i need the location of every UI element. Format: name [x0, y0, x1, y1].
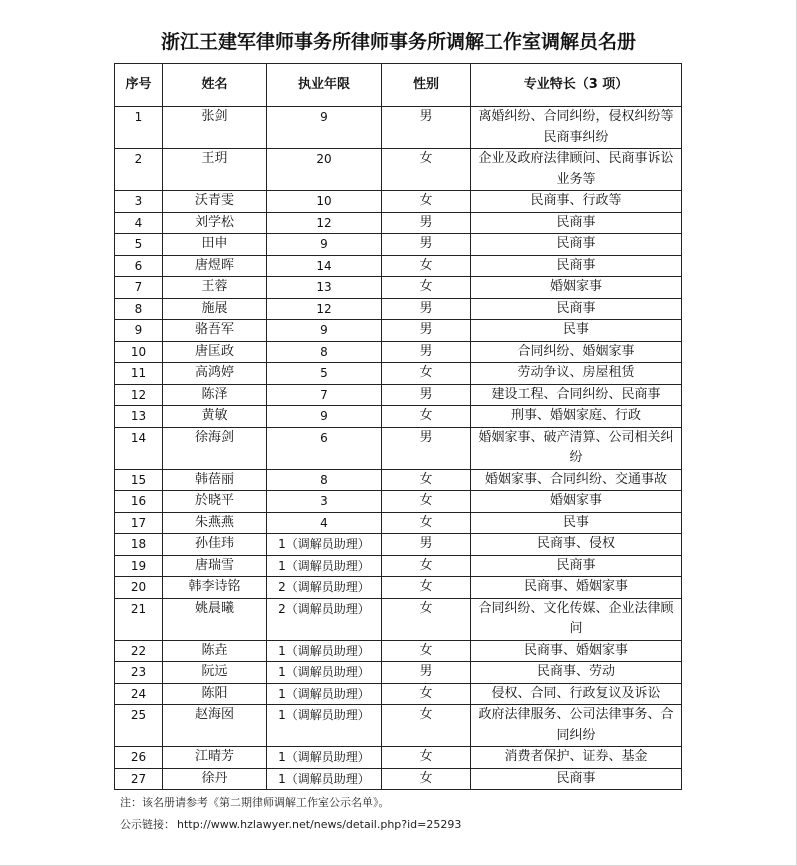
cell-name: 姚晨曦	[163, 598, 267, 640]
cell-no: 24	[115, 683, 163, 705]
cell-gender: 女	[382, 768, 471, 790]
table-row	[115, 363, 682, 385]
column-header-gender: 性别	[382, 64, 471, 107]
cell-name: 韩李诗铭	[163, 577, 267, 599]
cell-specialty: 民商事、劳动	[471, 662, 682, 684]
cell-gender: 女	[382, 598, 471, 640]
footnote: 注：该名册请参考《第二期律师调解工作室公示名单》。	[120, 796, 390, 809]
cell-gender: 男	[382, 212, 471, 234]
cell-specialty: 婚姻家事、破产清算、公司相关纠纷	[471, 427, 682, 469]
cell-specialty: 婚姻家事、合同纠纷、交通事故	[471, 469, 682, 491]
cell-specialty: 建设工程、合同纠纷、民商事	[471, 384, 682, 406]
table-row	[115, 107, 682, 149]
cell-name: 张剑	[163, 107, 267, 149]
cell-name: 赵海囡	[163, 705, 267, 747]
cell-gender: 女	[382, 512, 471, 534]
cell-specialty: 婚姻家事	[471, 277, 682, 299]
table-row	[115, 491, 682, 513]
cell-name: 陈垚	[163, 640, 267, 662]
cell-no: 22	[115, 640, 163, 662]
cell-years: 13	[267, 277, 382, 299]
cell-years: 6	[267, 427, 382, 469]
cell-no: 4	[115, 212, 163, 234]
cell-gender: 女	[382, 705, 471, 747]
cell-gender: 女	[382, 683, 471, 705]
cell-years: 1（调解员助理）	[267, 747, 382, 769]
cell-specialty: 婚姻家事	[471, 491, 682, 513]
cell-specialty: 民商事、行政等	[471, 191, 682, 213]
cell-no: 18	[115, 534, 163, 556]
cell-gender: 女	[382, 363, 471, 385]
table-row	[115, 406, 682, 428]
cell-gender: 男	[382, 298, 471, 320]
cell-name: 徐海剑	[163, 427, 267, 469]
table-row	[115, 341, 682, 363]
cell-years: 9	[267, 406, 382, 428]
cell-gender: 男	[382, 384, 471, 406]
cell-specialty: 民商事、婚姻家事	[471, 577, 682, 599]
cell-specialty: 刑事、婚姻家庭、行政	[471, 406, 682, 428]
table-row	[115, 277, 682, 299]
table-row	[115, 705, 682, 747]
cell-name: 唐匡政	[163, 341, 267, 363]
cell-no: 13	[115, 406, 163, 428]
cell-years: 7	[267, 384, 382, 406]
mediator-roster-table	[114, 63, 682, 790]
cell-gender: 女	[382, 469, 471, 491]
cell-specialty: 合同纠纷、婚姻家事	[471, 341, 682, 363]
cell-no: 27	[115, 768, 163, 790]
cell-name: 唐瑞雪	[163, 555, 267, 577]
table-row	[115, 598, 682, 640]
cell-years: 1（调解员助理）	[267, 640, 382, 662]
cell-no: 25	[115, 705, 163, 747]
cell-gender: 女	[382, 406, 471, 428]
cell-years: 8	[267, 469, 382, 491]
cell-gender: 女	[382, 577, 471, 599]
table-row	[115, 534, 682, 556]
cell-name: 田申	[163, 234, 267, 256]
cell-gender: 女	[382, 640, 471, 662]
cell-name: 徐丹	[163, 768, 267, 790]
cell-no: 5	[115, 234, 163, 256]
cell-name: 江晴芳	[163, 747, 267, 769]
cell-specialty: 民商事	[471, 768, 682, 790]
cell-specialty: 民商事、婚姻家事	[471, 640, 682, 662]
cell-name: 王玥	[163, 149, 267, 191]
table-header-row	[115, 64, 682, 107]
cell-years: 1（调解员助理）	[267, 555, 382, 577]
table-row	[115, 384, 682, 406]
cell-years: 10	[267, 191, 382, 213]
table-row	[115, 191, 682, 213]
cell-years: 1（调解员助理）	[267, 768, 382, 790]
cell-no: 14	[115, 427, 163, 469]
table-row	[115, 662, 682, 684]
table-row	[115, 255, 682, 277]
cell-no: 3	[115, 191, 163, 213]
table-row	[115, 149, 682, 191]
cell-specialty: 政府法律服务、公司法律事务、合同纠纷	[471, 705, 682, 747]
cell-specialty: 离婚纠纷、合同纠纷，侵权纠纷等民商事纠纷	[471, 107, 682, 149]
cell-years: 2（调解员助理）	[267, 598, 382, 640]
cell-name: 於晓平	[163, 491, 267, 513]
cell-specialty: 企业及政府法律顾问、民商事诉讼业务等	[471, 149, 682, 191]
cell-years: 9	[267, 234, 382, 256]
cell-specialty: 民商事	[471, 298, 682, 320]
cell-gender: 女	[382, 491, 471, 513]
column-header-name: 姓名	[163, 64, 267, 107]
cell-specialty: 民商事	[471, 555, 682, 577]
cell-no: 20	[115, 577, 163, 599]
table-row	[115, 427, 682, 469]
cell-name: 陈泽	[163, 384, 267, 406]
cell-gender: 女	[382, 255, 471, 277]
cell-no: 11	[115, 363, 163, 385]
table-row	[115, 512, 682, 534]
cell-gender: 男	[382, 234, 471, 256]
cell-years: 5	[267, 363, 382, 385]
table-row	[115, 555, 682, 577]
cell-name: 韩蓓丽	[163, 469, 267, 491]
cell-no: 15	[115, 469, 163, 491]
table-row	[115, 683, 682, 705]
cell-name: 阮远	[163, 662, 267, 684]
cell-no: 7	[115, 277, 163, 299]
cell-name: 黄敏	[163, 406, 267, 428]
cell-gender: 女	[382, 149, 471, 191]
cell-name: 沃青雯	[163, 191, 267, 213]
table-body	[115, 107, 682, 790]
cell-specialty: 侵权、合同、行政复议及诉讼	[471, 683, 682, 705]
cell-gender: 男	[382, 341, 471, 363]
column-header-specialty: 专业特长（3 项）	[471, 64, 682, 107]
cell-gender: 男	[382, 534, 471, 556]
cell-years: 1（调解员助理）	[267, 683, 382, 705]
table-row	[115, 234, 682, 256]
table-row	[115, 320, 682, 342]
cell-years: 14	[267, 255, 382, 277]
cell-name: 陈阳	[163, 683, 267, 705]
cell-no: 8	[115, 298, 163, 320]
table-row	[115, 212, 682, 234]
cell-no: 19	[115, 555, 163, 577]
table-row	[115, 640, 682, 662]
table-row	[115, 577, 682, 599]
cell-no: 1	[115, 107, 163, 149]
cell-gender: 女	[382, 277, 471, 299]
cell-specialty: 民事	[471, 512, 682, 534]
cell-years: 9	[267, 320, 382, 342]
cell-name: 孙佳玮	[163, 534, 267, 556]
cell-gender: 男	[382, 107, 471, 149]
page-title: 浙江王建军律师事务所律师事务所调解工作室调解员名册	[160, 31, 636, 53]
cell-years: 2（调解员助理）	[267, 577, 382, 599]
cell-no: 9	[115, 320, 163, 342]
cell-years: 12	[267, 298, 382, 320]
cell-name: 骆吾军	[163, 320, 267, 342]
table-row	[115, 747, 682, 769]
cell-years: 1（调解员助理）	[267, 705, 382, 747]
cell-name: 刘学松	[163, 212, 267, 234]
cell-years: 4	[267, 512, 382, 534]
cell-gender: 男	[382, 320, 471, 342]
cell-years: 3	[267, 491, 382, 513]
cell-gender: 女	[382, 191, 471, 213]
cell-name: 唐煜晖	[163, 255, 267, 277]
cell-name: 高鸿婷	[163, 363, 267, 385]
table-row	[115, 298, 682, 320]
cell-specialty: 消费者保护、证券、基金	[471, 747, 682, 769]
cell-name: 施展	[163, 298, 267, 320]
column-header-years: 执业年限	[267, 64, 382, 107]
cell-specialty: 民事	[471, 320, 682, 342]
table-row	[115, 469, 682, 491]
cell-specialty: 合同纠纷、文化传媒、企业法律顾问	[471, 598, 682, 640]
table-row	[115, 768, 682, 790]
cell-no: 23	[115, 662, 163, 684]
cell-no: 16	[115, 491, 163, 513]
announcement-link-line	[120, 816, 461, 832]
cell-specialty: 劳动争议、房屋租赁	[471, 363, 682, 385]
cell-no: 2	[115, 149, 163, 191]
cell-no: 6	[115, 255, 163, 277]
cell-no: 26	[115, 747, 163, 769]
cell-years: 1（调解员助理）	[267, 662, 382, 684]
cell-specialty: 民商事	[471, 255, 682, 277]
cell-years: 1（调解员助理）	[267, 534, 382, 556]
cell-gender: 女	[382, 555, 471, 577]
cell-no: 10	[115, 341, 163, 363]
cell-gender: 女	[382, 747, 471, 769]
cell-gender: 男	[382, 427, 471, 469]
cell-no: 12	[115, 384, 163, 406]
cell-years: 9	[267, 107, 382, 149]
cell-years: 20	[267, 149, 382, 191]
announcement-link[interactable]: http://www.hzlawyer.net/news/detail.php?id=25293	[177, 818, 462, 831]
cell-years: 8	[267, 341, 382, 363]
cell-years: 12	[267, 212, 382, 234]
cell-name: 朱燕燕	[163, 512, 267, 534]
cell-name: 王蓉	[163, 277, 267, 299]
cell-no: 17	[115, 512, 163, 534]
cell-specialty: 民商事	[471, 234, 682, 256]
column-header-no: 序号	[115, 64, 163, 107]
link-label: 公示链接：	[120, 818, 175, 831]
cell-specialty: 民商事、侵权	[471, 534, 682, 556]
cell-gender: 男	[382, 662, 471, 684]
cell-specialty: 民商事	[471, 212, 682, 234]
cell-no: 21	[115, 598, 163, 640]
